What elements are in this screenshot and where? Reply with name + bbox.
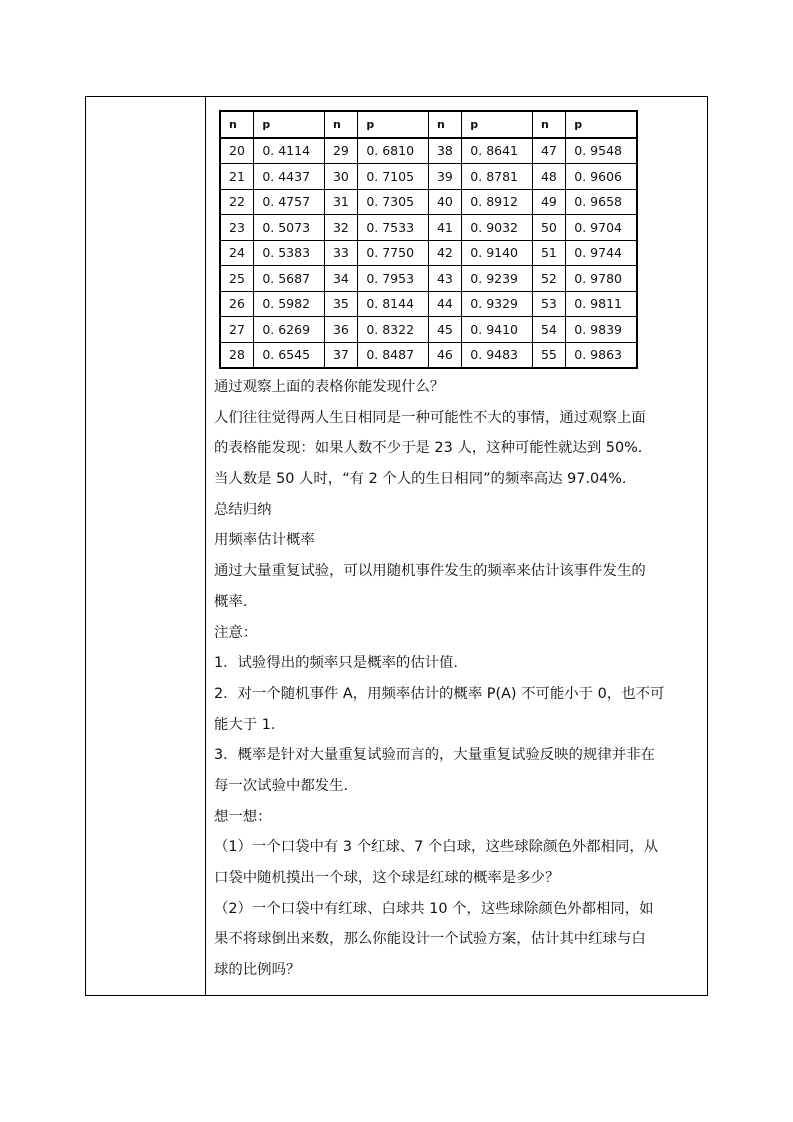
cell-n: 55 — [532, 342, 565, 368]
paragraph-line: 人们往往觉得两人生日相同是一种可能性不大的事情，通过观察上面 — [214, 409, 646, 426]
cell-n: 26 — [220, 291, 254, 317]
cell-n: 32 — [324, 215, 357, 241]
cell-n: 35 — [324, 291, 357, 317]
cell-p: 0. 9780 — [566, 266, 637, 292]
cell-p: 0. 8641 — [462, 138, 533, 164]
cell-p: 0. 4114 — [254, 138, 325, 164]
header-p: p — [254, 111, 325, 138]
cell-p: 0. 8487 — [358, 342, 429, 368]
cell-p: 0. 7105 — [358, 164, 429, 190]
paragraph-line: 的表格能发现：如果人数不少于是 23 人，这种可能性就达到 50%. — [214, 440, 643, 457]
cell-p: 0. 5982 — [254, 291, 325, 317]
cell-p: 0. 7953 — [358, 266, 429, 292]
note-heading: 注意： — [214, 624, 258, 641]
cell-p: 0. 5687 — [254, 266, 325, 292]
header-n: n — [220, 111, 254, 138]
cell-n: 20 — [220, 138, 254, 164]
cell-n: 36 — [324, 317, 357, 343]
question-text: 通过观察上面的表格你能发现什么？ — [214, 379, 445, 395]
cell-p: 0. 8912 — [462, 189, 533, 215]
cell-n: 33 — [324, 240, 357, 266]
cell-n: 40 — [428, 189, 461, 215]
table-row — [220, 240, 637, 266]
cell-p: 0. 9863 — [566, 342, 637, 368]
cell-p: 0. 6545 — [254, 342, 325, 368]
table-body — [220, 138, 637, 369]
cell-n: 43 — [428, 266, 461, 292]
header-p: p — [462, 111, 533, 138]
cell-n: 27 — [220, 317, 254, 343]
table-row — [220, 266, 637, 292]
cell-n: 51 — [532, 240, 565, 266]
cell-n: 22 — [220, 189, 254, 215]
question-item: 果不将球倒出来数，那么你能设计一个试验方案，估计其中红球与白 — [214, 931, 646, 948]
birthday-probability-table — [219, 110, 638, 369]
question-item: （2）一个口袋中有红球、白球共 10 个，这些球除颜色外都相同，如 — [214, 900, 654, 917]
lesson-content — [214, 372, 704, 986]
cell-p: 0. 8781 — [462, 164, 533, 190]
cell-n: 47 — [532, 138, 565, 164]
cell-p: 0. 9839 — [566, 317, 637, 343]
cell-p: 0. 9606 — [566, 164, 637, 190]
cell-p: 0. 6269 — [254, 317, 325, 343]
cell-n: 25 — [220, 266, 254, 292]
cell-n: 34 — [324, 266, 357, 292]
section-subtitle: 用频率估计概率 — [214, 532, 315, 549]
cell-p: 0. 9329 — [462, 291, 533, 317]
cell-p: 0. 9410 — [462, 317, 533, 343]
cell-p: 0. 9811 — [566, 291, 637, 317]
table-header-row — [220, 111, 637, 138]
cell-n: 31 — [324, 189, 357, 215]
note-item: 3．概率是针对大量重复试验而言的，大量重复试验反映的规律并非在 — [214, 747, 655, 764]
cell-n: 39 — [428, 164, 461, 190]
table-row — [220, 138, 637, 164]
cell-p: 0. 9704 — [566, 215, 637, 241]
cell-n: 29 — [324, 138, 357, 164]
header-n: n — [532, 111, 565, 138]
cell-p: 0. 4757 — [254, 189, 325, 215]
cell-p: 0. 9140 — [462, 240, 533, 266]
header-p: p — [358, 111, 429, 138]
cell-n: 24 — [220, 240, 254, 266]
header-p: p — [566, 111, 637, 138]
cell-p: 0. 9483 — [462, 342, 533, 368]
cell-p: 0. 5073 — [254, 215, 325, 241]
header-n: n — [428, 111, 461, 138]
cell-n: 42 — [428, 240, 461, 266]
question-item: 口袋中随机摸出一个球，这个球是红球的概率是多少？ — [214, 870, 560, 886]
cell-p: 0. 4437 — [254, 164, 325, 190]
cell-p: 0. 9032 — [462, 215, 533, 241]
paragraph-line: 通过大量重复试验，可以用随机事件发生的频率来估计该事件发生的 — [214, 563, 646, 580]
cell-n: 46 — [428, 342, 461, 368]
cell-p: 0. 8322 — [358, 317, 429, 343]
table-row — [220, 342, 637, 368]
cell-n: 45 — [428, 317, 461, 343]
cell-p: 0. 9658 — [566, 189, 637, 215]
paragraph-line: 当人数是 50 人时，“有 2 个人的生日相同”的频率高达 97.04%. — [214, 471, 627, 488]
cell-n: 23 — [220, 215, 254, 241]
table-row — [220, 164, 637, 190]
paragraph-line: 概率. — [214, 593, 248, 610]
note-item: 2．对一个随机事件 A，用频率估计的概率 P(A) 不可能小于 0，也不可 — [214, 685, 665, 702]
cell-n: 28 — [220, 342, 254, 368]
cell-n: 38 — [428, 138, 461, 164]
cell-n: 41 — [428, 215, 461, 241]
header-n: n — [324, 111, 357, 138]
cell-n: 21 — [220, 164, 254, 190]
table-row — [220, 189, 637, 215]
cell-p: 0. 8144 — [358, 291, 429, 317]
cell-n: 52 — [532, 266, 565, 292]
question-item: （1）一个口袋中有 3 个红球、7 个白球，这些球除颜色外都相同，从 — [214, 839, 659, 856]
cell-p: 0. 7305 — [358, 189, 429, 215]
table-row — [220, 317, 637, 343]
think-heading: 想一想： — [214, 808, 272, 825]
cell-n: 30 — [324, 164, 357, 190]
note-item: 1．试验得出的频率只是概率的估计值. — [214, 655, 458, 672]
cell-p: 0. 9744 — [566, 240, 637, 266]
cell-p: 0. 7533 — [358, 215, 429, 241]
cell-n: 53 — [532, 291, 565, 317]
cell-p: 0. 5383 — [254, 240, 325, 266]
section-heading: 总结归纳 — [214, 501, 272, 518]
note-item: 能大于 1. — [214, 716, 276, 733]
cell-n: 54 — [532, 317, 565, 343]
table-row — [220, 291, 637, 317]
cell-p: 0. 9239 — [462, 266, 533, 292]
cell-p: 0. 7750 — [358, 240, 429, 266]
note-item: 每一次试验中都发生. — [214, 777, 349, 794]
cell-n: 50 — [532, 215, 565, 241]
cell-n: 44 — [428, 291, 461, 317]
cell-p: 0. 9548 — [566, 138, 637, 164]
table-row — [220, 215, 637, 241]
cell-n: 49 — [532, 189, 565, 215]
left-column-cell — [86, 97, 206, 995]
cell-n: 48 — [532, 164, 565, 190]
question-item: 球的比例吗？ — [214, 962, 301, 979]
cell-n: 37 — [324, 342, 357, 368]
cell-p: 0. 6810 — [358, 138, 429, 164]
